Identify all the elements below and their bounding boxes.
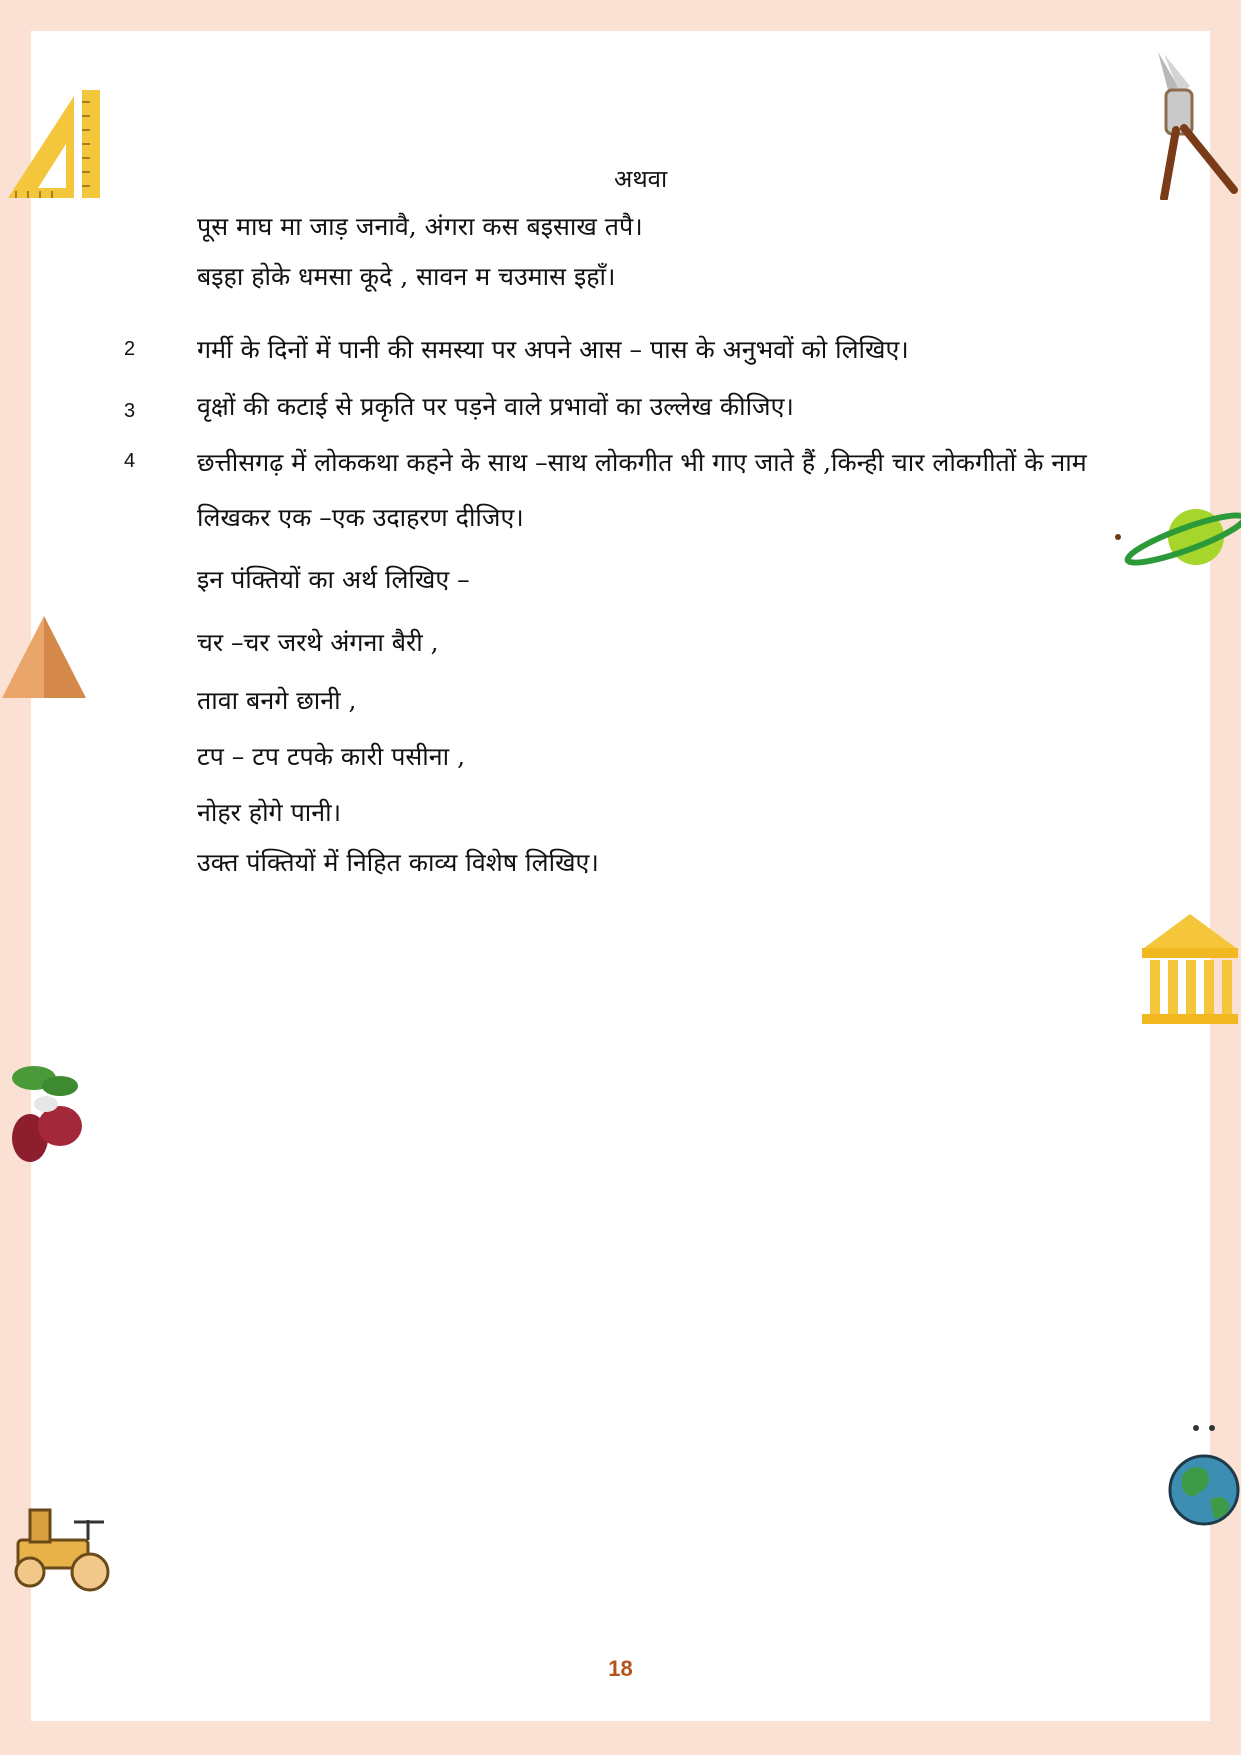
temple-icon — [1138, 908, 1241, 1028]
set-square-ruler-icon — [4, 88, 104, 203]
pyramid-icon — [0, 612, 90, 702]
q4-line2: लिखकर एक –एक उदाहरण दीजिए। — [197, 503, 524, 532]
poem-line: तावा बनगे छानी , — [197, 686, 357, 715]
poem-line: चर –चर जरथे अंगना बैरी , — [197, 628, 439, 657]
q4-line1: छत्तीसगढ़ में लोककथा कहने के साथ –साथ लोकगीत भी गाए जाते हैं ,किन्ही चार लोकगीतों के नाम — [197, 448, 1087, 477]
poem-line: नोहर होगे पानी। — [197, 798, 342, 827]
globe-icon — [1166, 1420, 1241, 1530]
or-heading: अथवा — [614, 165, 668, 193]
q5-followup: उक्त पंक्तियों में निहित काव्य विशेष लिखिए। — [197, 848, 599, 877]
cart-icon — [0, 1500, 125, 1600]
beans-icon — [4, 1060, 94, 1170]
planet-icon — [1110, 495, 1241, 570]
q5-prompt: इन पंक्तियों का अर्थ लिखिए – — [197, 565, 470, 594]
q4-number: 4 — [124, 450, 136, 472]
q3-text: वृक्षों की कटाई से प्रकृति पर पड़ने वाले प्रभावों का उल्लेख कीजिए। — [197, 392, 794, 421]
q2-text: गर्मी के दिनों में पानी की समस्या पर अपने आस – पास के अनुभवों को लिखिए। — [197, 335, 909, 364]
verse1-line1: पूस माघ मा जाड़ जनावै, अंगरा कस बइसाख तपै। — [197, 212, 643, 241]
poem-line: टप – टप टपके कारी पसीना , — [197, 742, 466, 771]
pruning-shears-icon — [1150, 50, 1240, 200]
verse1-line2: बइहा होके धमसा कूदे , सावन म चउमास इहाँ। — [197, 262, 616, 291]
q2-number: 2 — [124, 338, 136, 360]
page-number: 18 — [608, 1656, 633, 1681]
q3-number: 3 — [124, 400, 136, 422]
